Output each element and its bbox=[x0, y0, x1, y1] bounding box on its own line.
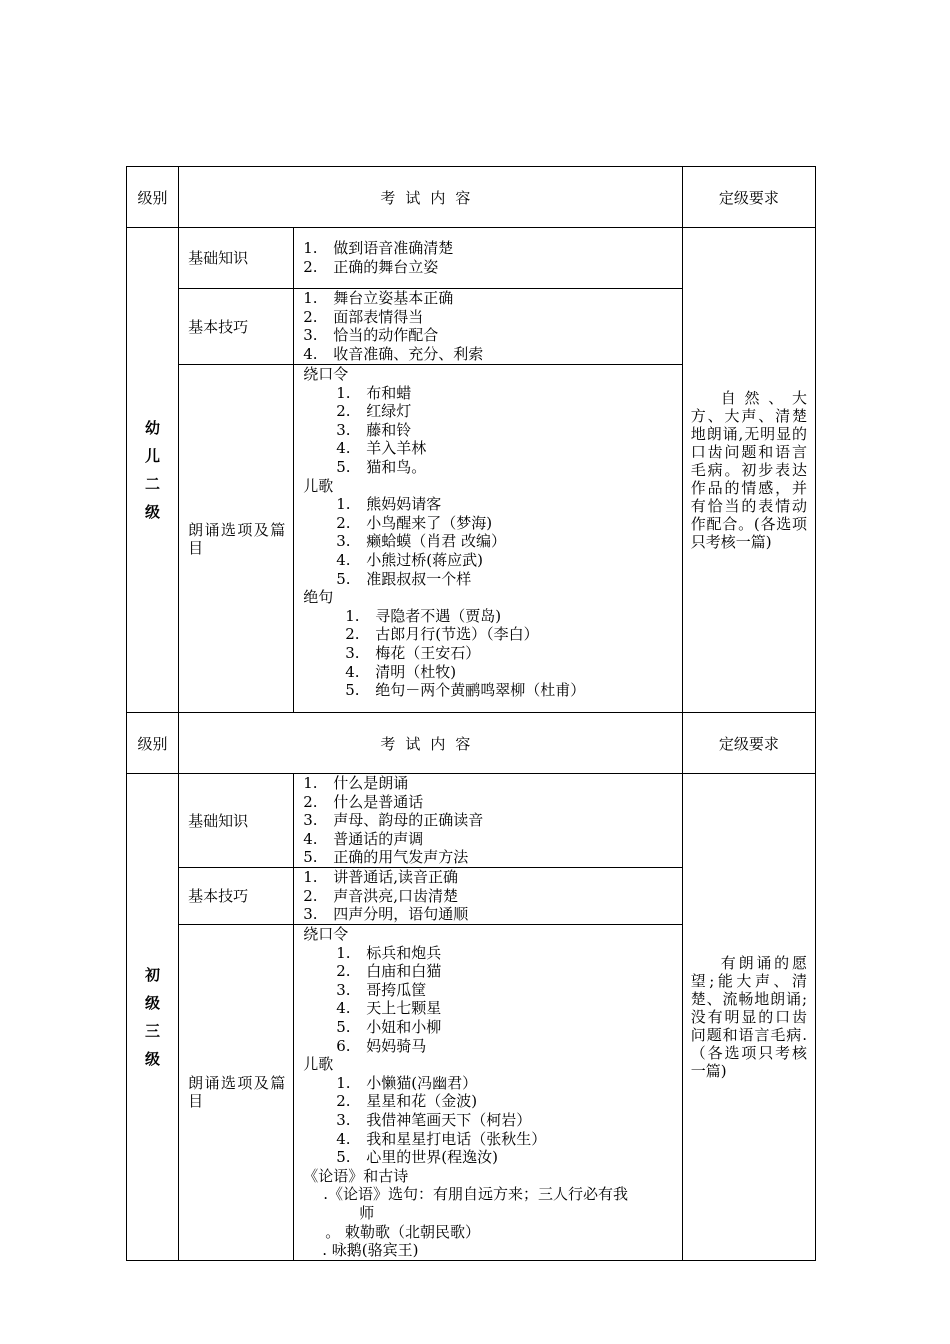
list-item: 4. 小熊过桥(蒋应武) bbox=[336, 550, 483, 569]
list-item: 1. 什么是朗诵 bbox=[303, 774, 409, 792]
list-item: 4. 收音准确、充分、利索 bbox=[303, 344, 484, 363]
list-item: 2. 什么是普通话 bbox=[303, 792, 424, 811]
category-label: 朗诵选项及篇目 bbox=[179, 365, 294, 713]
category-label: 基本技巧 bbox=[179, 868, 294, 925]
category-label: 朗诵选项及篇目 bbox=[179, 925, 294, 1261]
list-item: 3. 藤和铃 bbox=[336, 420, 412, 439]
section-2-basic-knowledge-row bbox=[127, 774, 816, 868]
group-title: 绕口令 bbox=[303, 365, 349, 383]
list-item: 4. 我和星星打电话（张秋生） bbox=[336, 1129, 547, 1148]
exam-table bbox=[126, 166, 816, 1261]
group-title: 绕口令 bbox=[303, 925, 349, 943]
list-item: 2. 白庙和白猫 bbox=[336, 962, 442, 981]
recitation-list bbox=[294, 925, 683, 1261]
group-title: 儿歌 bbox=[303, 476, 334, 495]
list-item: 1. 布和蜡 bbox=[336, 383, 412, 402]
list-item: 3. 四声分明，语句通顺 bbox=[303, 905, 469, 924]
list-item: 2. 面部表情得当 bbox=[303, 307, 424, 326]
requirement-header: 定级要求 bbox=[682, 713, 815, 774]
list-item: 3. 恰当的动作配合 bbox=[303, 326, 439, 345]
list-item: 3. 梅花（王安石） bbox=[345, 643, 481, 662]
list-item: 6. 妈妈骑马 bbox=[336, 1036, 427, 1055]
list-item: 1. 寻隐者不遇（贾岛) bbox=[345, 606, 502, 625]
list-item: 师 bbox=[359, 1203, 375, 1222]
list-item: 5. 绝句－两个黄鹂鸣翠柳（杜甫） bbox=[345, 681, 586, 700]
group-title: 儿歌 bbox=[303, 1055, 334, 1074]
level-name: 幼 儿 二 级 bbox=[127, 228, 179, 713]
basic-skills-list bbox=[294, 289, 683, 365]
basic-skills-list bbox=[294, 868, 683, 925]
category-label: 基本技巧 bbox=[179, 289, 294, 365]
list-item: 2. 星星和花（金波) bbox=[336, 1092, 478, 1111]
list-item: . 咏鹅(骆宾王) bbox=[322, 1241, 419, 1260]
list-item: 3. 我借神笔画天下（柯岩） bbox=[336, 1110, 532, 1129]
list-item: 1. 小懒猫(冯幽君） bbox=[336, 1073, 478, 1092]
basic-knowledge-list bbox=[294, 774, 683, 868]
list-item: 3. 声母、韵母的正确读音 bbox=[303, 811, 484, 830]
level-name: 初 级 三 级 bbox=[127, 774, 179, 1261]
list-item: .《论语》选句：有朋自远方来；三人行必有我 bbox=[323, 1185, 628, 1204]
list-item: 5. 猫和鸟。 bbox=[336, 457, 427, 476]
group-title: 绝句 bbox=[303, 588, 334, 607]
list-item: 1. 做到语音准确清楚 bbox=[303, 239, 454, 258]
requirement-text: 有朗诵的愿望;能大声、清楚、流畅地朗诵;没有明显的口齿问题和语言毛病.（各选项只考核一篇) bbox=[682, 774, 815, 1261]
list-item: 3. 癞蛤蟆（肖君 改编） bbox=[336, 532, 506, 551]
list-item: 1. 舞台立姿基本正确 bbox=[303, 289, 454, 307]
list-item: 5. 准跟叔叔一个样 bbox=[336, 569, 472, 588]
header-row bbox=[127, 167, 816, 228]
requirement-header: 定级要求 bbox=[682, 167, 815, 228]
list-item: 2. 正确的舞台立姿 bbox=[303, 258, 439, 276]
content-header: 考试内容 bbox=[179, 167, 683, 228]
list-item: 5. 小妞和小柳 bbox=[336, 1017, 442, 1036]
requirement-text: 自然、大方、大声、清楚地朗诵,无明显的口齿问题和语言毛病。初步表达作品的情感，并有恰当的表情动作配合。(各选项只考核一篇) bbox=[682, 228, 815, 713]
level-header: 级别 bbox=[127, 167, 179, 228]
list-item: 4. 羊入羊林 bbox=[336, 439, 427, 458]
recitation-list bbox=[294, 365, 683, 713]
section-1-basic-knowledge-row bbox=[127, 228, 816, 289]
level-header: 级别 bbox=[127, 713, 179, 774]
group-title: 《论语》和古诗 bbox=[303, 1166, 409, 1185]
list-item: 5. 正确的用气发声方法 bbox=[303, 848, 469, 867]
list-item: 4. 清明（杜牧) bbox=[345, 662, 457, 681]
basic-knowledge-list bbox=[294, 228, 683, 289]
list-item: 2. 声音洪亮,口齿清楚 bbox=[303, 886, 458, 905]
list-item: 2. 红绿灯 bbox=[336, 402, 412, 421]
list-item: 5. 心里的世界(程逸汝) bbox=[336, 1148, 498, 1167]
list-item: 4. 天上七颗星 bbox=[336, 999, 442, 1018]
list-item: 1. 讲普通话,读音正确 bbox=[303, 868, 458, 886]
category-label: 基础知识 bbox=[179, 774, 294, 868]
category-label: 基础知识 bbox=[179, 228, 294, 289]
list-item: 1. 熊妈妈请客 bbox=[336, 495, 442, 514]
list-item: 2. 小鸟醒来了（梦海) bbox=[336, 513, 493, 532]
list-item: 3. 哥挎瓜筐 bbox=[336, 980, 427, 999]
list-item: 2. 古郎月行(节选）（李白） bbox=[345, 625, 539, 644]
list-item: 1. 标兵和炮兵 bbox=[336, 943, 442, 962]
list-item: 4. 普通话的声调 bbox=[303, 829, 424, 848]
header-row bbox=[127, 713, 816, 774]
content-header: 考试内容 bbox=[179, 713, 683, 774]
list-item: 。 敕勒歌（北朝民歌） bbox=[325, 1222, 480, 1241]
